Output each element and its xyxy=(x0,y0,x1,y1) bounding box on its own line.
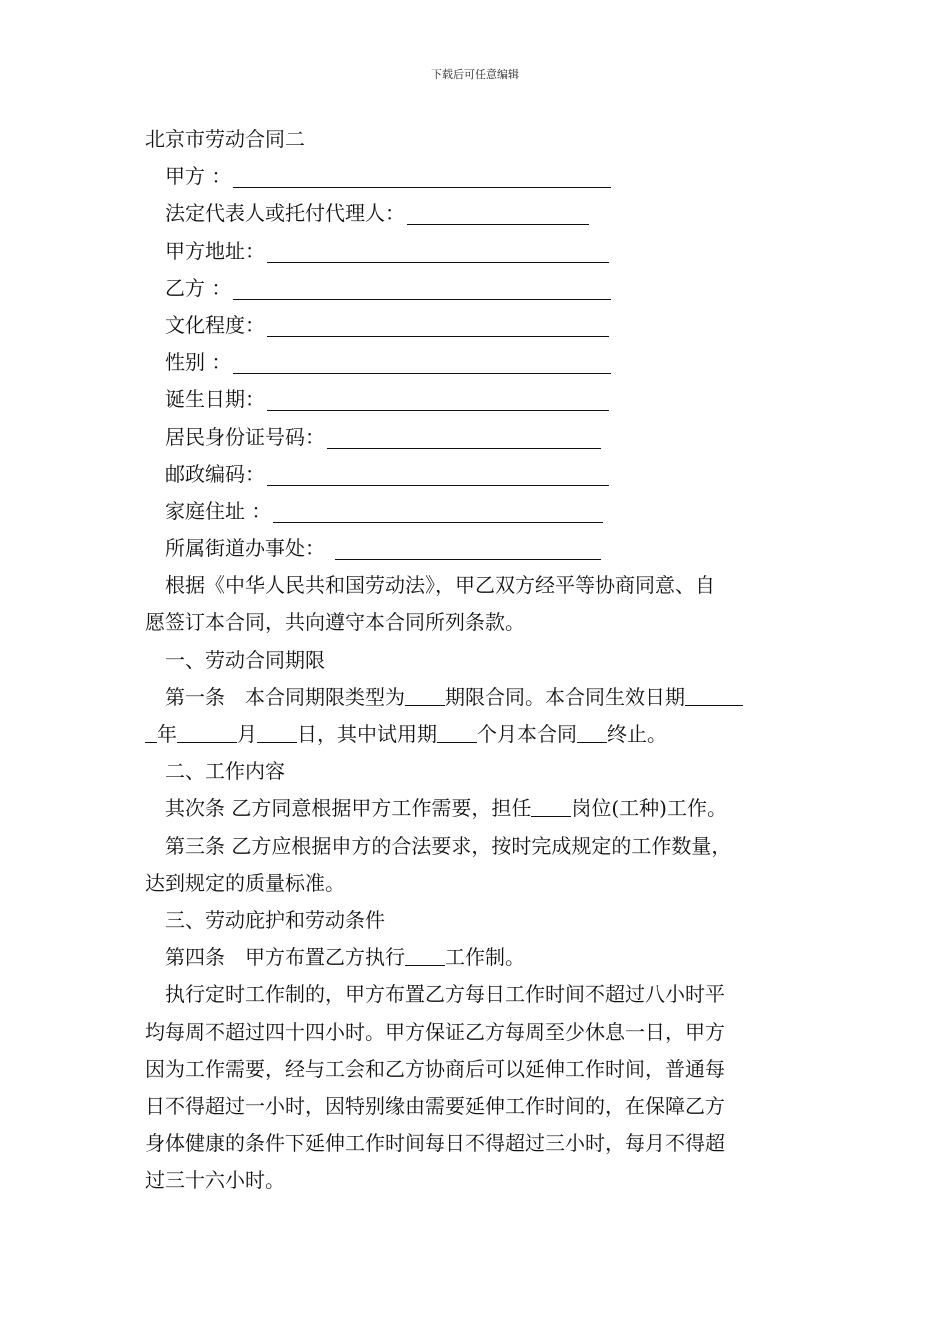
blank-work-system[interactable] xyxy=(405,945,445,966)
worktime-line-4: 日不得超过一小时，因特别缘由需要延伸工作时间的，在保障乙方 xyxy=(145,1093,725,1118)
blank-probation-months[interactable] xyxy=(437,722,477,743)
field-label: 家庭住址 ： xyxy=(165,498,272,523)
page-header-note: 下载后可任意编辑 xyxy=(431,68,519,81)
worktime-line-1: 执行定时工作制的，甲方布置乙方每日工作时间不超过八小时平 xyxy=(165,982,725,1007)
field-party-a xyxy=(145,158,810,195)
blank-position[interactable] xyxy=(531,796,571,817)
field-label: 乙方 ： xyxy=(165,275,232,300)
field-label: 诞生日期： xyxy=(165,387,265,412)
article-2-line xyxy=(145,790,810,827)
blank-field-line[interactable] xyxy=(233,165,611,188)
preamble-line-1: 根据《中华人民共和国劳动法》，甲乙双方经平等协商同意、自 xyxy=(165,573,715,598)
blank-month[interactable] xyxy=(177,722,237,743)
article-text: 终止。 xyxy=(607,722,667,746)
blank-term-type[interactable] xyxy=(405,685,445,706)
field-label: 邮政编码： xyxy=(165,461,265,486)
blank-termination[interactable] xyxy=(577,722,607,743)
worktime-line-3: 因为工作需要，经与工会和乙方协商后可以延伸工作时间，普通每 xyxy=(145,1056,725,1081)
field-label: 甲方地址： xyxy=(165,238,265,263)
article-text: 个月本合同 xyxy=(477,722,577,746)
field-postal-code xyxy=(145,456,810,493)
section-heading-work: 二、工作内容 xyxy=(165,759,285,784)
field-education xyxy=(145,307,810,344)
field-label: 所属街道办事处： xyxy=(165,536,325,561)
article-text: 其次条 乙方同意根据甲方工作需要，担任 xyxy=(165,796,532,821)
article-text: 月 xyxy=(237,722,257,746)
field-legal-representative xyxy=(145,195,810,232)
field-party-a-address xyxy=(145,233,810,270)
article-1-line-2 xyxy=(145,716,810,753)
field-label: 法定代表人或托付代理人： xyxy=(165,201,405,226)
article-text: 工作制。 xyxy=(445,945,525,970)
article-3-line-2: 达到规定的质量标准。 xyxy=(145,870,345,895)
article-text: 期限合同。本合同生效日期 xyxy=(445,684,685,709)
blank-field-line[interactable] xyxy=(267,463,609,486)
document-title: 北京市劳动合同二 xyxy=(145,127,305,151)
section-heading-term: 一、劳动合同期限 xyxy=(165,647,325,672)
article-3-line-1: 第三条 乙方应根据申方的合法要求，按时完成规定的工作数量， xyxy=(165,833,732,858)
field-id-number xyxy=(145,419,810,456)
blank-field-line[interactable] xyxy=(335,537,601,560)
blank-field-line[interactable] xyxy=(267,240,609,263)
blank-day[interactable] xyxy=(257,722,297,743)
field-gender xyxy=(145,344,810,381)
field-home-address xyxy=(145,493,810,530)
article-text: 日，其中试用期 xyxy=(297,722,437,746)
worktime-line-2: 均每周不超过四十四小时。甲方保证乙方每周至少休息一日，甲方 xyxy=(145,1019,725,1044)
article-text: 第四条 甲方布置乙方执行 xyxy=(165,945,405,970)
document-body xyxy=(145,121,810,1199)
field-label: 文化程度： xyxy=(165,312,265,337)
blank-effective-year-part[interactable] xyxy=(685,685,743,706)
preamble-line-2: 愿签订本合同，共向遵守本合同所列条款。 xyxy=(145,610,525,635)
article-text: 岗位(工种)工作。 xyxy=(571,796,727,821)
blank-field-line[interactable] xyxy=(407,202,589,225)
worktime-line-6: 过三十六小时。 xyxy=(145,1168,285,1193)
field-street-office xyxy=(145,530,810,567)
blank-field-line[interactable] xyxy=(327,426,601,449)
worktime-line-5: 身体健康的条件下延伸工作时间每日不得超过三小时，每月不得超 xyxy=(145,1131,725,1156)
blank-field-line[interactable] xyxy=(233,277,611,300)
article-text: 第一条 本合同期限类型为 xyxy=(165,684,405,709)
field-label: 甲方 ： xyxy=(165,164,232,189)
blank-field-line[interactable] xyxy=(267,314,609,337)
blank-field-line[interactable] xyxy=(273,500,603,523)
section-heading-protection: 三、劳动庇护和劳动条件 xyxy=(165,907,385,932)
field-label: 性别 ： xyxy=(165,350,232,375)
blank-effective-year-part[interactable] xyxy=(145,722,157,743)
article-4-line xyxy=(145,939,810,976)
article-1-line-1 xyxy=(145,679,810,716)
field-label: 居民身份证号码： xyxy=(165,424,325,449)
blank-field-line[interactable] xyxy=(233,351,611,374)
article-text: 年 xyxy=(157,722,177,746)
blank-field-line[interactable] xyxy=(267,388,609,411)
field-birth-date xyxy=(145,381,810,418)
field-party-b xyxy=(145,270,810,307)
